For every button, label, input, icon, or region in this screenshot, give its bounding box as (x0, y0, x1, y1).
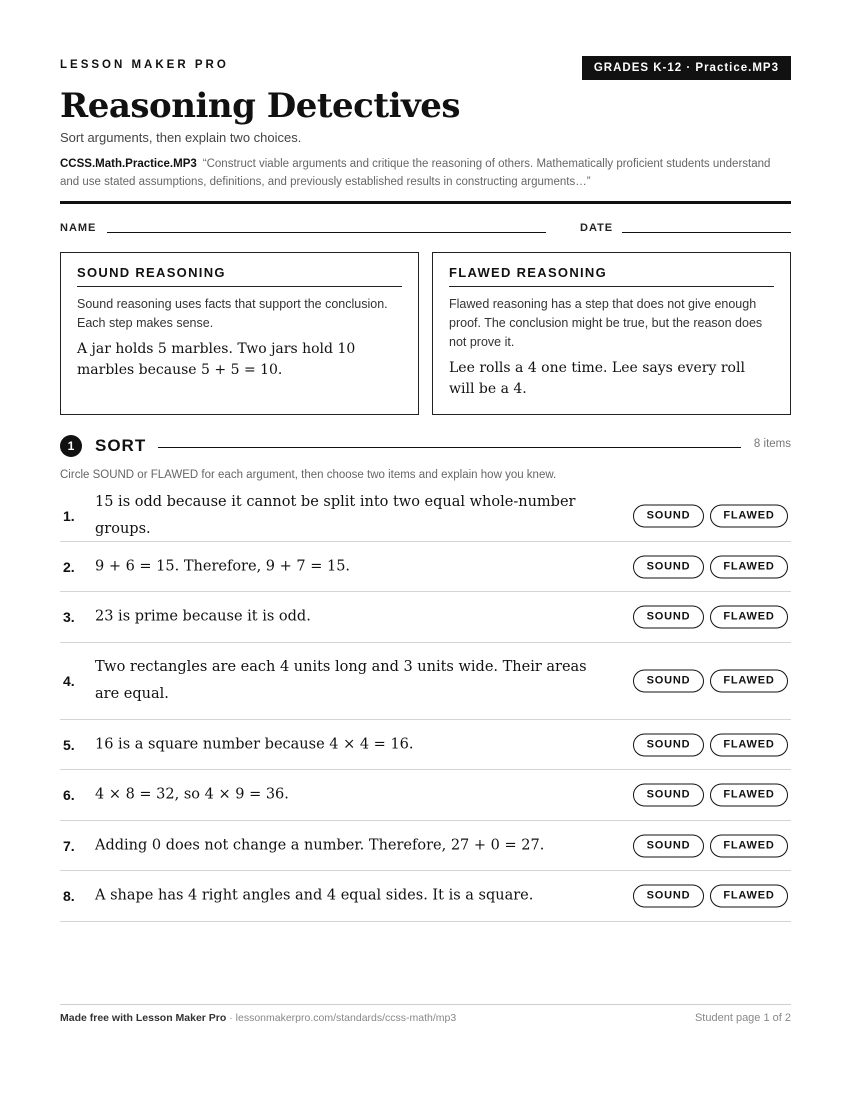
item-text: 15 is odd because it cannot be split into two equal whole-number groups. (95, 494, 576, 537)
item-text: 4 × 8 = 32, so 4 × 9 = 36. (95, 786, 289, 803)
footer-credit (60, 1012, 456, 1024)
item-number: 4. (63, 673, 75, 689)
definition-title: FLAWED REASONING (449, 265, 774, 287)
item-text: 23 is prime because it is odd. (95, 608, 311, 625)
item-number: 3. (63, 609, 75, 625)
sound-choice-button[interactable]: SOUND (633, 505, 704, 528)
sound-choice-button[interactable]: SOUND (633, 555, 704, 578)
flawed-choice-button[interactable]: FLAWED (710, 784, 788, 807)
flawed-reasoning-box (432, 252, 791, 415)
date-label: DATE (580, 222, 614, 234)
brand-name: LESSON MAKER PRO (60, 59, 229, 71)
sound-choice-button[interactable]: SOUND (633, 606, 704, 629)
sound-choice-button[interactable]: SOUND (633, 670, 704, 693)
definition-description: Flawed reasoning has a step that does not give enough proof. The conclusion might be true, but the reason does not prove it. (449, 297, 763, 349)
page-title: Reasoning Detectives (60, 86, 461, 126)
flawed-choice-button[interactable]: FLAWED (710, 670, 788, 693)
sound-choice-button[interactable]: SOUND (633, 885, 704, 908)
header-divider (60, 201, 791, 204)
list-item (60, 542, 791, 592)
item-number: 2. (63, 558, 75, 575)
item-number: 6. (63, 787, 75, 803)
item-text: Two rectangles are each 4 units long and 3 units wide. Their areas are equal. (95, 659, 587, 702)
flawed-choice-button[interactable]: FLAWED (710, 505, 788, 528)
item-text: Adding 0 does not change a number. Therefore, 27 + 0 = 27. (95, 837, 545, 853)
item-text: A shape has 4 right angles and 4 equal sides. It is a square. (95, 887, 534, 904)
footer-divider (60, 1004, 791, 1005)
argument-list (60, 491, 791, 922)
page-indicator: Student page 1 of 2 (694, 1012, 791, 1024)
list-item (60, 643, 791, 720)
name-field[interactable] (107, 232, 546, 233)
flawed-choice-button[interactable]: FLAWED (710, 733, 788, 756)
item-count: 8 items (753, 438, 791, 450)
item-number: 5. (63, 736, 75, 753)
flawed-choice-button[interactable]: FLAWED (710, 555, 788, 578)
item-text: 9 + 6 = 15. Therefore, 9 + 7 = 15. (95, 558, 351, 574)
definition-description: Sound reasoning uses facts that support the conclusion. Each step makes sense. (77, 297, 388, 330)
list-item (60, 592, 791, 643)
worksheet-page (60, 0, 791, 1100)
footer-url[interactable]: · lessonmakerpro.com/standards/ccss-math/mp3 (226, 1012, 457, 1024)
sound-choice-button[interactable]: SOUND (633, 733, 704, 756)
list-item (60, 720, 791, 770)
grade-badge: GRADES K-12 · Practice.MP3 (582, 56, 791, 80)
list-item (60, 821, 791, 871)
item-number: 8. (63, 888, 75, 904)
name-label: NAME (60, 222, 97, 234)
standard-quote: “Construct viable arguments and critique the reasoning of others. Mathematically proficient students understand and use stated assumptions, definitions, and previously established results in constructing arguments…” (60, 158, 771, 188)
item-text: 16 is a square number because 4 × 4 = 16. (95, 736, 414, 752)
definition-example: A jar holds 5 marbles. Two jars hold 10 marbles because 5 + 5 = 10. (77, 341, 356, 378)
section-title: SORT (95, 436, 147, 455)
item-number: 1. (63, 508, 75, 524)
sound-choice-button[interactable]: SOUND (633, 834, 704, 857)
sort-section-header (60, 433, 791, 459)
section-rule (158, 447, 741, 448)
definition-example: Lee rolls a 4 one time. Lee says every roll will be a 4. (449, 360, 745, 397)
flawed-choice-button[interactable]: FLAWED (710, 606, 788, 629)
item-number: 7. (63, 837, 75, 854)
top-bar (60, 56, 791, 80)
list-item (60, 770, 791, 821)
flawed-choice-button[interactable]: FLAWED (710, 885, 788, 908)
sound-reasoning-box (60, 252, 419, 415)
flawed-choice-button[interactable]: FLAWED (710, 834, 788, 857)
page-subtitle: Sort arguments, then explain two choices. (60, 130, 302, 145)
date-field[interactable] (622, 232, 791, 233)
name-date-row (60, 222, 791, 238)
definition-title: SOUND REASONING (77, 265, 402, 287)
list-item (60, 491, 791, 542)
footer-made-with: Made free with Lesson Maker Pro (60, 1012, 227, 1024)
standard-description (60, 155, 791, 191)
list-item (60, 871, 791, 922)
standard-code: CCSS.Math.Practice.MP3 (60, 158, 197, 170)
sort-instructions: Circle SOUND or FLAWED for each argument, then choose two items and explain how you knew. (60, 469, 557, 481)
sound-choice-button[interactable]: SOUND (633, 784, 704, 807)
section-number-badge: 1 (60, 435, 82, 457)
